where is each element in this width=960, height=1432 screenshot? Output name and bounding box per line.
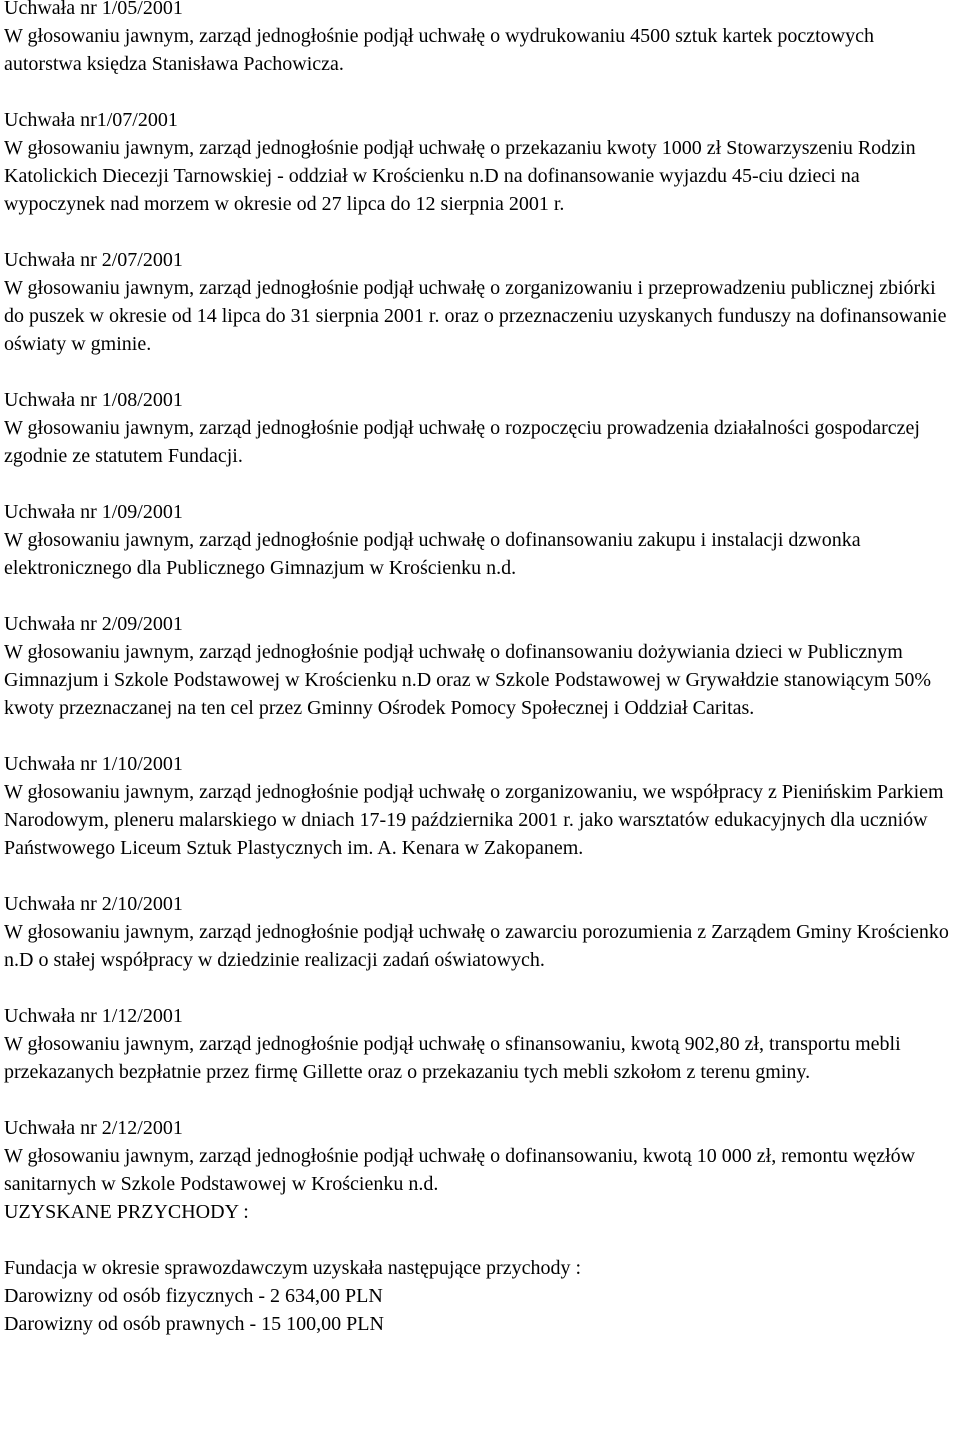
resolution-1-09-2001 bbox=[4, 498, 954, 582]
resolution-text: W głosowaniu jawnym, zarząd jednogłośnie podjął uchwałę o zorganizowaniu i przeprowadzeniu publicznej zbiórki do puszek w okresie od 14 lipca do 31 sierpnia 2001 r. oraz o przeznaczeniu uzyskanych funduszy na dofinansowanie oświaty w gminie. bbox=[4, 277, 947, 355]
resolution-text: W głosowaniu jawnym, zarząd jednogłośnie podjął uchwałę o dofinansowaniu zakupu i instalacji dzwonka elektronicznego dla Publicznego Gimnazjum w Krościenku n.d. bbox=[4, 529, 861, 579]
resolution-title: Uchwała nr 2/12/2001 bbox=[4, 1117, 183, 1139]
resolution-text: W głosowaniu jawnym, zarząd jednogłośnie podjął uchwałę o dofinansowaniu, kwotą 10 000 zł, remontu węzłów sanitarnych w Szkole Podstawowej w Krościenku n.d. bbox=[4, 1145, 916, 1195]
resolution-title: Uchwała nr 2/10/2001 bbox=[4, 893, 183, 915]
resolution-title: Uchwała nr 1/08/2001 bbox=[4, 389, 183, 411]
resolution-2-09-2001 bbox=[4, 610, 954, 722]
resolution-1-10-2001 bbox=[4, 750, 954, 862]
resolution-title: Uchwała nr 1/05/2001 bbox=[4, 0, 183, 19]
resolution-title: Uchwała nr 2/09/2001 bbox=[4, 613, 183, 635]
document-page bbox=[4, 0, 954, 1338]
income-item-legal-entities: Darowizny od osób prawnych - 15 100,00 PLN bbox=[4, 1313, 384, 1335]
resolution-2-12-2001 bbox=[4, 1114, 954, 1198]
resolution-title: Uchwała nr 2/07/2001 bbox=[4, 249, 183, 271]
resolution-2-07-2001 bbox=[4, 246, 954, 358]
resolution-text: W głosowaniu jawnym, zarząd jednogłośnie podjął uchwałę o przekazaniu kwoty 1000 zł Stowarzyszeniu Rodzin Katolickich Diecezji Tarnowskiej - oddział w Krościenku n.D na dofinansowanie wyjazdu 45-ciu dzieci na wypoczynek nad morzem w okresie od 27 lipca do 12 sierpnia 2001 r. bbox=[4, 137, 916, 215]
resolution-text: W głosowaniu jawnym, zarząd jednogłośnie podjął uchwałę o zawarciu porozumienia z Zarządem Gminy Krościenko n.D o stałej współpracy w dziedzinie realizacji zadań oświatowych. bbox=[4, 921, 949, 971]
resolution-2-10-2001 bbox=[4, 890, 954, 974]
income-heading: UZYSKANE PRZYCHODY : bbox=[4, 1201, 249, 1223]
resolution-text: W głosowaniu jawnym, zarząd jednogłośnie podjął uchwałę o sfinansowaniu, kwotą 902,80 zł, transportu mebli przekazanych bezpłatnie przez firmę Gillette oraz o przekazaniu tych mebli szkołom z terenu gminy. bbox=[4, 1033, 901, 1083]
income-item-individuals: Darowizny od osób fizycznych - 2 634,00 PLN bbox=[4, 1285, 383, 1307]
income-intro: Fundacja w okresie sprawozdawczym uzyskała następujące przychody : bbox=[4, 1257, 582, 1279]
resolution-text: W głosowaniu jawnym, zarząd jednogłośnie podjął uchwałę o dofinansowaniu dożywiania dzieci w Publicznym Gimnazjum i Szkole Podstawowej w Krościenku n.D oraz w Szkole Podstawowej w Grywałdzie stanowiącym 50% kwoty przeznaczanej na ten cel przez Gminny Ośrodek Pomocy Społecznej i Oddział Caritas. bbox=[4, 641, 932, 719]
resolution-text: W głosowaniu jawnym, zarząd jednogłośnie podjął uchwałę o wydrukowaniu 4500 sztuk kartek pocztowych autorstwa księdza Stanisława Pachowicza. bbox=[4, 25, 874, 75]
resolution-1-05-2001 bbox=[4, 0, 954, 78]
resolution-title: Uchwała nr 1/10/2001 bbox=[4, 753, 183, 775]
resolution-title: Uchwała nr 1/09/2001 bbox=[4, 501, 183, 523]
resolution-title: Uchwała nr1/07/2001 bbox=[4, 109, 178, 131]
resolution-1-12-2001 bbox=[4, 1002, 954, 1086]
resolution-1-07-2001 bbox=[4, 106, 954, 218]
resolution-text: W głosowaniu jawnym, zarząd jednogłośnie podjął uchwałę o zorganizowaniu, we współpracy z Pienińskim Parkiem Narodowym, pleneru malarskiego w dniach 17-19 października 2001 r. jako warsztatów edukacyjnych dla uczniów Państwowego Liceum Sztuk Plastycznych im. A. Kenara w Zakopanem. bbox=[4, 781, 944, 859]
resolution-title: Uchwała nr 1/12/2001 bbox=[4, 1005, 183, 1027]
resolution-text: W głosowaniu jawnym, zarząd jednogłośnie podjął uchwałę o rozpoczęciu prowadzenia działalności gospodarczej zgodnie ze statutem Fundacji. bbox=[4, 417, 920, 467]
resolution-1-08-2001 bbox=[4, 386, 954, 470]
income-section bbox=[4, 1198, 954, 1338]
